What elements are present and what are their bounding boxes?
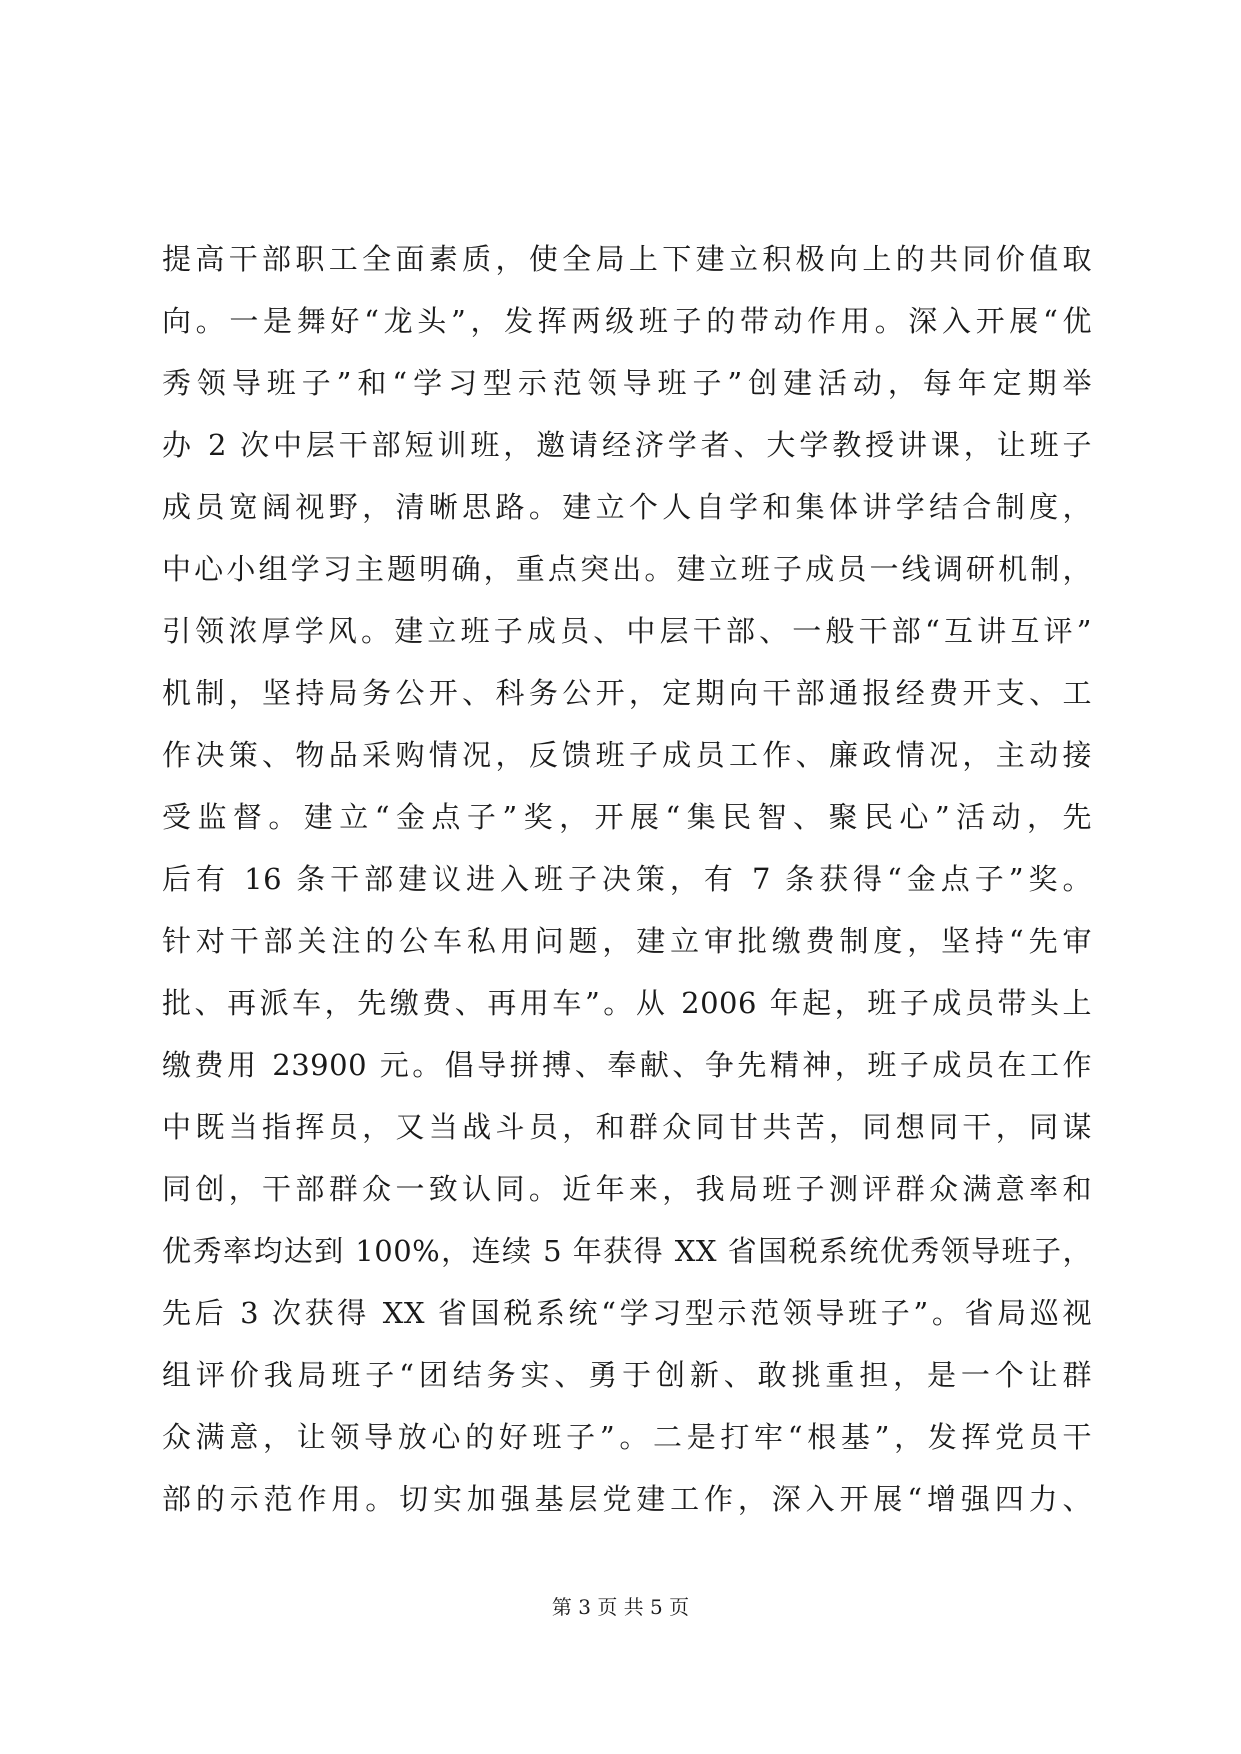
text-line: 针对干部关注的公车私用问题，建立审批缴费制度，坚持“先审 bbox=[162, 924, 1092, 958]
text-line: 办 2 次中层干部短训班，邀请经济学者、大学教授讲课，让班子 bbox=[162, 428, 1092, 462]
text-line: 中心小组学习主题明确，重点突出。建立班子成员一线调研机制， bbox=[162, 552, 1092, 586]
text-line: 引领浓厚学风。建立班子成员、中层干部、一般干部“互讲互评” bbox=[162, 614, 1092, 648]
text-line: 同创，干部群众一致认同。近年来，我局班子测评群众满意率和 bbox=[162, 1172, 1092, 1206]
text-line: 批、再派车，先缴费、再用车”。从 2006 年起，班子成员带头上 bbox=[162, 986, 1092, 1020]
text-line: 部的示范作用。切实加强基层党建工作，深入开展“增强四力、 bbox=[162, 1482, 1092, 1516]
text-line: 提高干部职工全面素质，使全局上下建立积极向上的共同价值取 bbox=[162, 242, 1092, 276]
text-line: 组评价我局班子“团结务实、勇于创新、敢挑重担，是一个让群 bbox=[162, 1358, 1092, 1392]
text-line: 中既当指挥员，又当战斗员，和群众同甘共苦，同想同干，同谋 bbox=[162, 1110, 1092, 1144]
text-line: 缴费用 23900 元。倡导拼搏、奉献、争先精神，班子成员在工作 bbox=[162, 1048, 1092, 1082]
text-line: 向。一是舞好“龙头”，发挥两级班子的带动作用。深入开展“优 bbox=[162, 304, 1092, 338]
body-paragraph bbox=[162, 228, 1092, 1530]
text-line: 成员宽阔视野，清晰思路。建立个人自学和集体讲学结合制度， bbox=[162, 490, 1092, 524]
text-line: 后有 16 条干部建议进入班子决策，有 7 条获得“金点子”奖。 bbox=[162, 862, 1092, 896]
text-line: 众满意，让领导放心的好班子”。二是打牢“根基”，发挥党员干 bbox=[162, 1420, 1092, 1454]
text-line: 秀领导班子”和“学习型示范领导班子”创建活动，每年定期举 bbox=[162, 366, 1092, 400]
text-line: 受监督。建立“金点子”奖，开展“集民智、聚民心”活动，先 bbox=[162, 800, 1092, 834]
text-line: 优秀率均达到 100%，连续 5 年获得 XX 省国税系统优秀领导班子， bbox=[162, 1234, 1092, 1268]
text-line: 作决策、物品采购情况，反馈班子成员工作、廉政情况，主动接 bbox=[162, 738, 1092, 772]
page-number-footer: 第 3 页 共 5 页 bbox=[551, 1595, 690, 1619]
text-line: 先后 3 次获得 XX 省国税系统“学习型示范领导班子”。省局巡视 bbox=[162, 1296, 1092, 1330]
text-line: 机制，坚持局务公开、科务公开，定期向干部通报经费开支、工 bbox=[162, 676, 1092, 710]
